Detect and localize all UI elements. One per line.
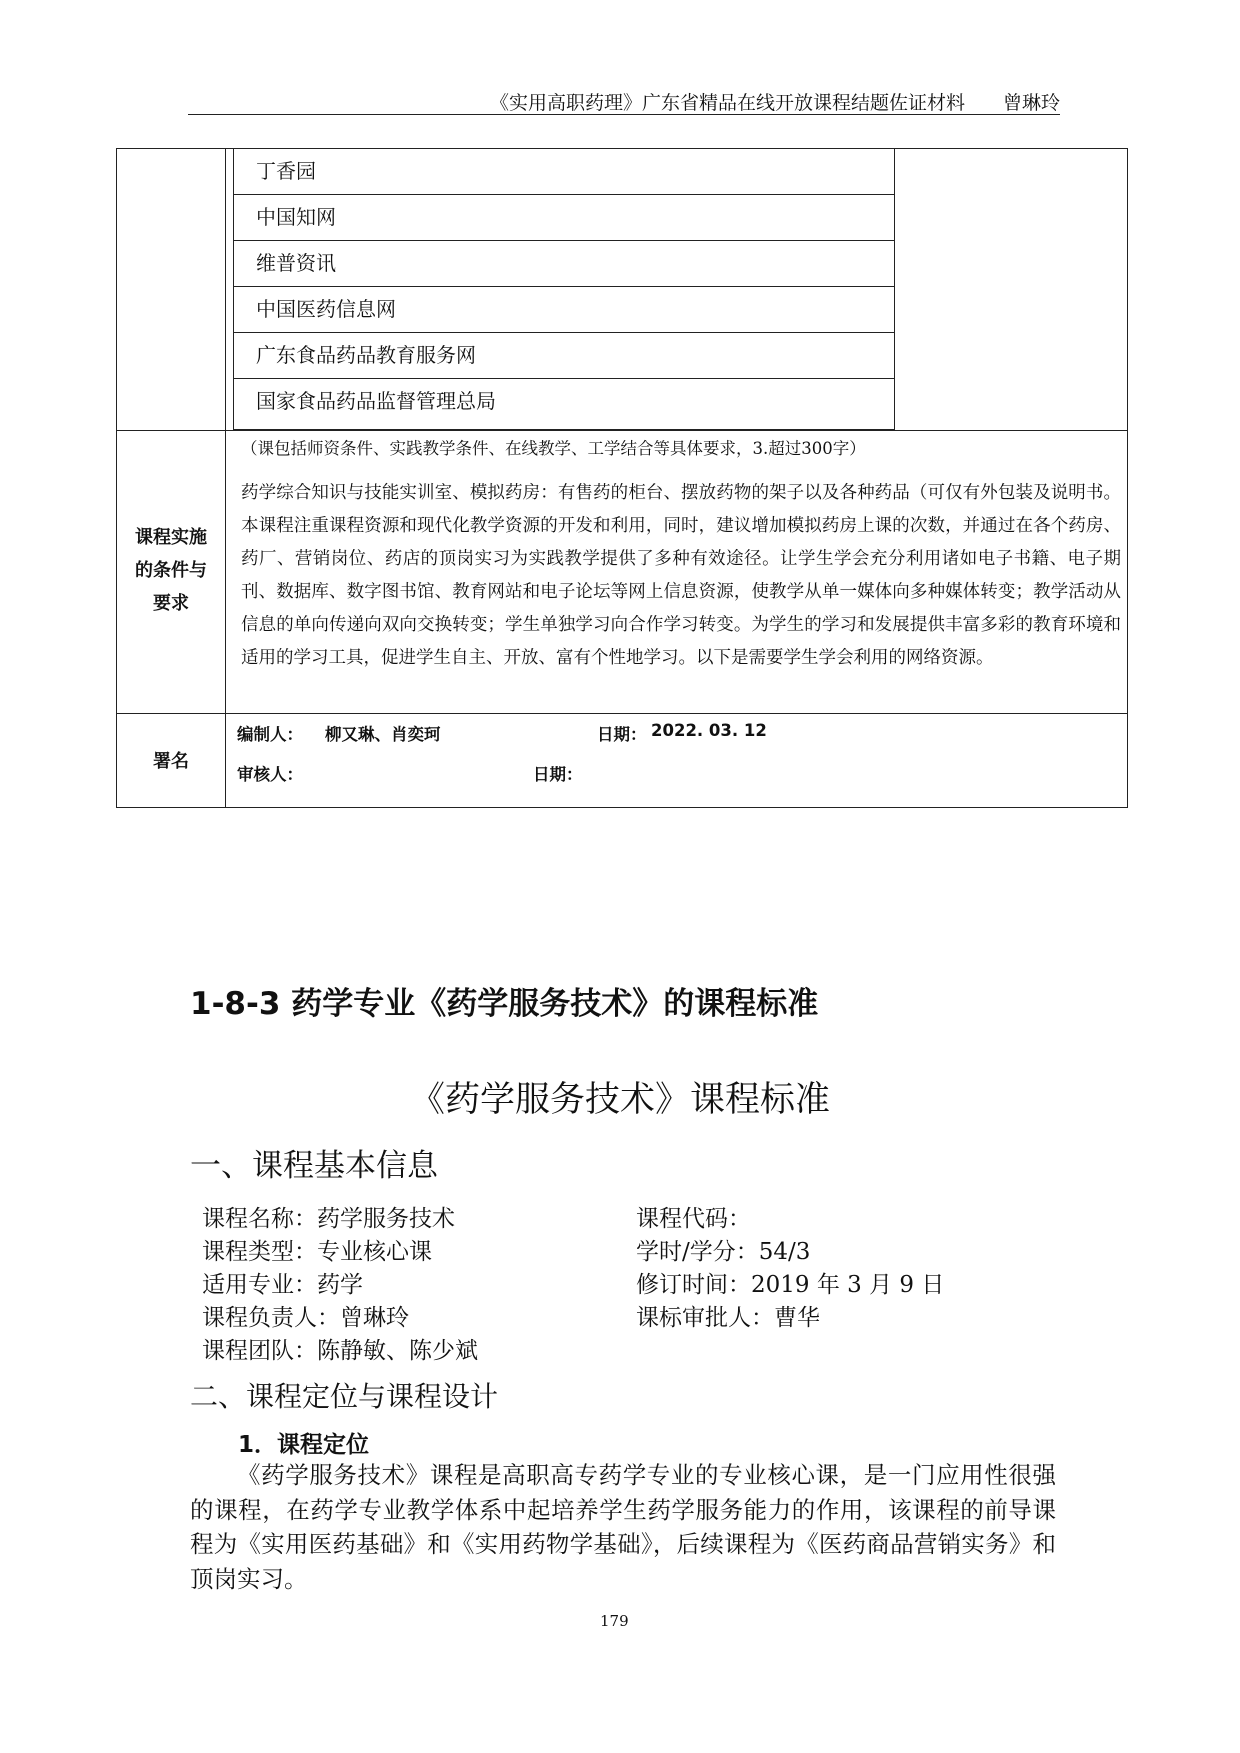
resource-item: 国家食品药品监督管理总局: [256, 389, 496, 413]
editor-label: 编制人：: [237, 725, 303, 744]
table-row-divider: [117, 713, 1127, 714]
info-item: 课程代码：: [636, 1206, 751, 1232]
running-header: 《实用高职药理》广东省精品在线开放课程结题佐证材料 曾琳玲: [489, 92, 1060, 114]
info-item: 修订时间：2019 年 3 月 9 日: [636, 1272, 945, 1298]
resource-item: 丁香园: [234, 149, 894, 195]
table-row-divider: [117, 430, 1127, 431]
editor-value: 柳又琳、肖奕珂: [325, 725, 441, 744]
page-number: 179: [600, 1612, 629, 1630]
resource-item: 维普资讯: [234, 241, 894, 287]
info-item: 课程负责人：曾琳玲: [202, 1305, 409, 1331]
info-item: 课程名称：药学服务技术: [202, 1206, 455, 1232]
positioning-heading: 二、课程定位与课程设计: [190, 1380, 499, 1413]
conditions-label: 课程实施 的条件与 要求: [135, 527, 207, 614]
info-item: 课程团队：陈静敏、陈少斌: [202, 1338, 478, 1364]
date-label: 日期：: [597, 725, 647, 744]
resource-item: 中国知网: [234, 195, 894, 241]
conditions-body: 药学综合知识与技能实训室、模拟药房：有售药的柜台、摆放药物的架子以及各种药品（可仅有外包装及说明书。本课程注重课程资源和现代化教学资源的开发和利用，同时，建议增加模拟药房上课的次数，并通过在各个药房、药厂、营销岗位、药店的顶岗实习为实践教学提供了多种有效途径。让学生学会充分利用诸如电子书籍、电子期刊、数据库、数字图书馆、教育网站和电子论坛等网上信息资源，使教学从单一媒体向多种媒体转变；教学活动从信息的单向传递向双向交换转变；学生单独学习向合作学习转变。为学生的学习和发展提供丰富多彩的教育环境和适用的学习工具，促进学生自主、开放、富有个性地学习。以下是需要学生学会利用的网络资源。: [241, 483, 1121, 668]
resource-item: 广东食品药品教育服务网: [234, 333, 894, 379]
info-item: 学时/学分：54/3: [636, 1239, 811, 1265]
resource-item: 中国医药信息网: [234, 287, 894, 333]
review-date-label: 日期：: [533, 765, 583, 784]
header-rule: [188, 114, 1060, 115]
info-item: 课程类型：专业核心课: [202, 1239, 432, 1265]
positioning-paragraph: 《药学服务技术》课程是高职高专药学专业的专业核心课，是一门应用性很强的课程，在药学专业教学体系中起培养学生药学服务能力的作用，该课程的前导课程为《实用医药基础》和《实用药物学基础》，后续课程为《医药商品营销实务》和顶岗实习。: [190, 1461, 1056, 1593]
course-table: [116, 148, 1128, 808]
resource-list: [233, 149, 895, 430]
basic-info-heading: 一、课程基本信息: [190, 1148, 438, 1184]
info-item: 课标审批人：曹华: [636, 1305, 820, 1331]
document-title: 《药学服务技术》课程标准: [409, 1080, 830, 1120]
date-value: 2022. 03. 12: [651, 721, 767, 740]
conditions-hint: （课包括师资条件、实践教学条件、在线教学、工学结合等具体要求，3.超过300字）: [241, 439, 866, 458]
section-title: 1-8-3 药学专业《药学服务技术》的课程标准: [190, 986, 819, 1022]
signature-label: 署名: [153, 751, 189, 772]
reviewer-label: 审核人：: [237, 765, 303, 784]
positioning-subheading: 1．课程定位: [238, 1432, 370, 1458]
table-column-divider: [225, 149, 226, 807]
info-item: 适用专业：药学: [202, 1272, 363, 1298]
